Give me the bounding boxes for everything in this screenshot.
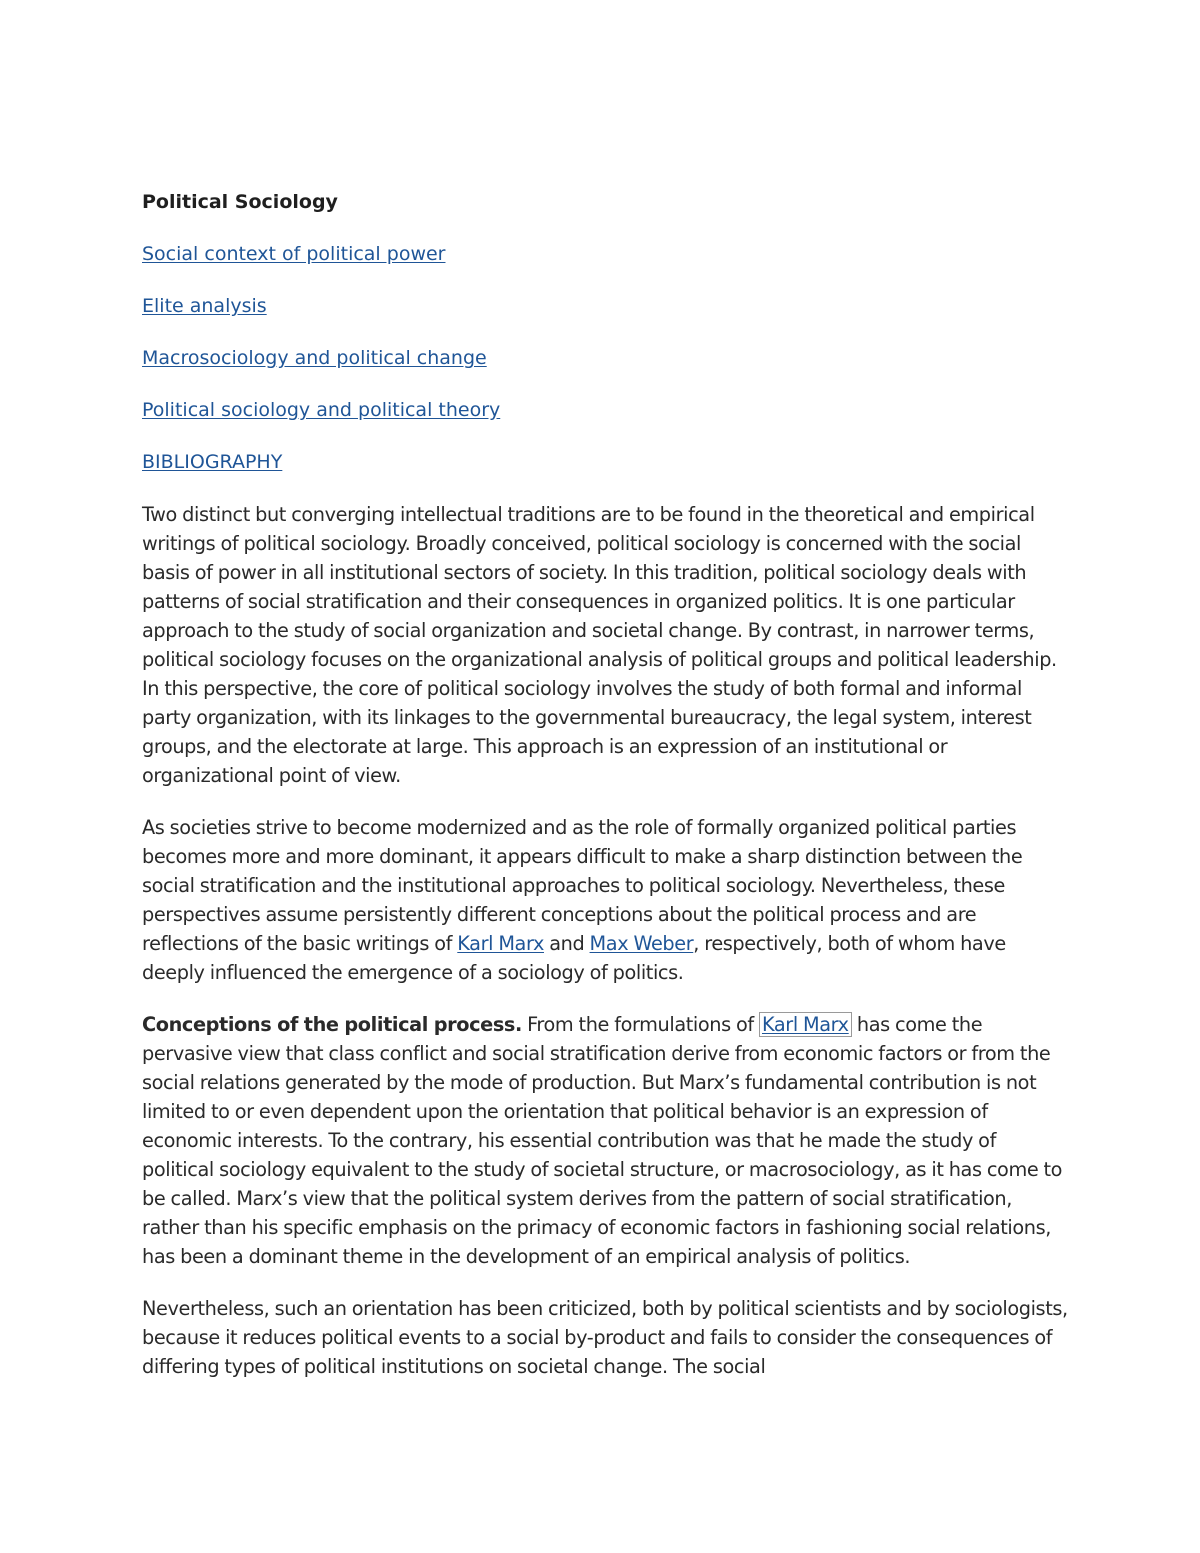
toc-item [142, 292, 1072, 321]
toc-link-bibliography[interactable]: BIBLIOGRAPHY [142, 451, 283, 473]
paragraph-modernization [142, 813, 1072, 987]
table-of-contents [142, 240, 1072, 477]
document-title: Political Sociology [142, 191, 338, 213]
paragraph-criticism: Nevertheless, such an orientation has been criticized, both by political scientists and by sociologists, because it reduces political events to a social by-product and fails to consider the consequences of differing types of political institutions on societal change. The social [142, 1297, 1068, 1378]
paragraph-text: and [544, 932, 590, 955]
toc-item [142, 396, 1072, 425]
paragraph-intro: Two distinct but converging intellectual traditions are to be found in the theoretical and empirical writings of political sociology. Broadly conceived, political sociology is concerned with the social basis of power in all institutional sectors of society. In this tradition, political sociology deals with patterns of social stratification and their consequences in organized politics. It is one particular approach to the study of social organization and societal change. By contrast, in narrower terms, political sociology focuses on the organizational analysis of political groups and political leadership. In this perspective, the core of political sociology involves the study of both formal and informal party organization, with its linkages to the governmental bureaucracy, the legal system, interest groups, and the electorate at large. This approach is an expression of an institutional or organizational point of view. [142, 503, 1057, 787]
document-page [142, 188, 1072, 1404]
toc-link-political-theory[interactable]: Political sociology and political theory [142, 399, 501, 421]
karl-marx-link-2[interactable]: Karl Marx [759, 1012, 852, 1037]
max-weber-link[interactable]: Max Weber [589, 932, 694, 955]
toc-link-social-context[interactable]: Social context of political power [142, 243, 446, 265]
toc-link-macrosociology[interactable]: Macrosociology and political change [142, 347, 487, 369]
paragraph-text: From the formulations of [521, 1013, 759, 1036]
paragraph-text: , respectively, both of whom have deeply influenced the emergence of a sociology of politics. [142, 932, 1006, 984]
toc-link-elite-analysis[interactable]: Elite analysis [142, 295, 267, 317]
toc-item [142, 344, 1072, 373]
paragraph-text: has come the pervasive view that class conflict and social stratification derive from economic factors or from the social relations generated by the mode of production. But Marx’s fundamental contribution is not limited to or even dependent upon the orientation that political behavior is an expression of economic interests. To the contrary, his essential contribution was that he made the study of political sociology equivalent to the study of societal structure, or macrosociology, as it has come to be called. Marx’s view that the political system derives from the pattern of social stratification, rather than his specific emphasis on the primacy of economic factors in fashioning social relations, has been a dominant theme in the development of an empirical analysis of politics. [142, 1013, 1063, 1268]
section-lead-heading: Conceptions of the political process. [142, 1013, 522, 1036]
karl-marx-link[interactable]: Karl Marx [457, 932, 544, 955]
paragraph-conceptions [142, 1010, 1072, 1271]
paragraph-text: As societies strive to become modernized and as the role of formally organized political parties becomes more and more dominant, it appears difficult to make a sharp distinction between the social stratification and the institutional approaches to political sociology. Nevertheless, these perspectives assume persistently different conceptions about the political process and are reflections of the basic writings of [142, 816, 1023, 955]
toc-item [142, 240, 1072, 269]
toc-item [142, 448, 1072, 477]
